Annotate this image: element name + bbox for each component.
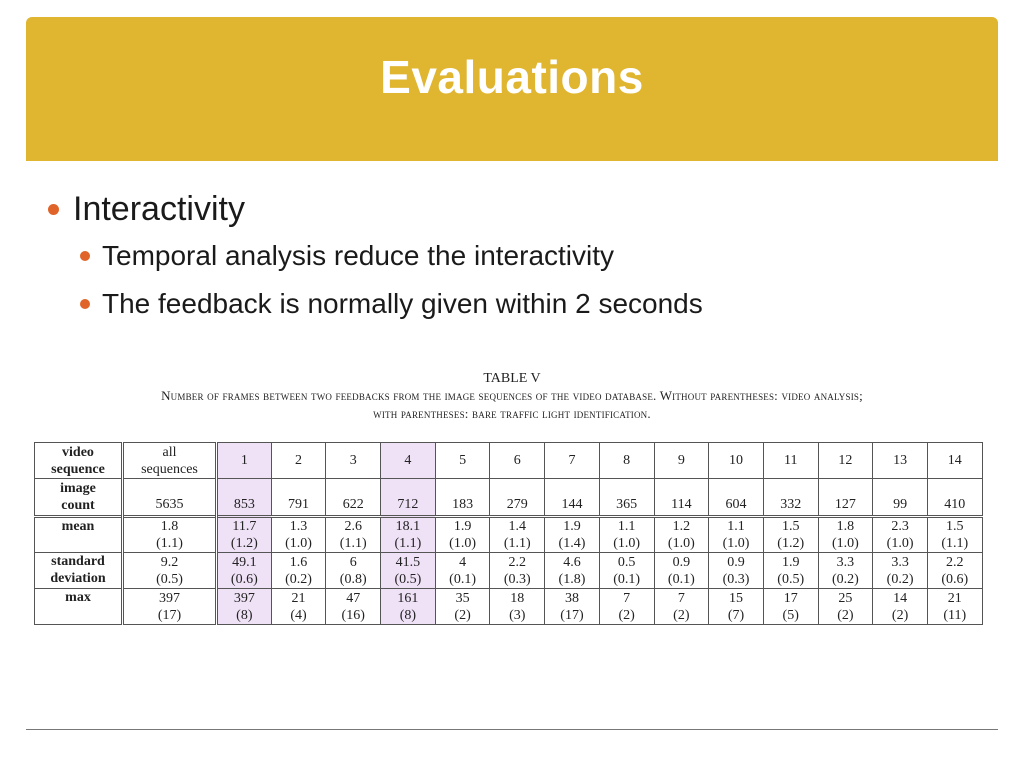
bullet-list [48, 186, 703, 328]
row-header [35, 553, 123, 589]
column-header [545, 443, 600, 479]
cell-text: 4.6 [563, 554, 581, 570]
cell-text: 1 [240, 453, 248, 468]
cell-text: (1.0) [722, 536, 750, 551]
column-header [818, 443, 873, 479]
cell-text: (1.0) [613, 536, 641, 551]
cell-text: deviation [50, 571, 106, 586]
row-header [35, 517, 123, 553]
cell-text: 35 [455, 590, 470, 606]
cell-text: (1.0) [449, 536, 476, 551]
cell-text: 3.3 [891, 554, 909, 570]
table-cell [381, 517, 436, 553]
table-cell [654, 553, 709, 589]
cell-text: 144 [561, 497, 583, 512]
cell-text: 4 [459, 554, 467, 570]
bullet-dot-icon [48, 204, 59, 215]
cell-text: 0.9 [727, 554, 745, 570]
cell-text: (3) [509, 607, 526, 623]
cell-text: 6 [349, 554, 357, 570]
cell-text: (2) [891, 607, 909, 623]
cell-text: 41.5 [395, 554, 421, 570]
cell-text: (1.0) [285, 536, 312, 551]
cell-text: (0.5) [394, 571, 422, 587]
cell-text: 5635 [155, 497, 184, 512]
cell-text: (0.6) [941, 571, 969, 587]
sub-bullet-text: Temporal analysis reduce the interactivity [102, 240, 615, 271]
table-cell [873, 479, 928, 517]
table-cell [271, 589, 326, 625]
table-cell [873, 589, 928, 625]
cell-text: (0.5) [156, 571, 183, 587]
cell-text: (1.4) [558, 536, 586, 551]
table-cell [217, 589, 272, 625]
column-header [873, 443, 928, 479]
table-cell [654, 479, 709, 517]
cell-text: 853 [233, 497, 255, 512]
table-cell [709, 553, 764, 589]
cell-text: (0.6) [230, 571, 258, 587]
cell-text: 7 [568, 453, 576, 468]
cell-text: 604 [725, 497, 747, 512]
cell-text: (4) [290, 607, 307, 623]
cell-text: (17) [560, 607, 584, 623]
cell-text: 14 [947, 453, 962, 468]
cell-text: 622 [342, 497, 364, 512]
cell-text: (1.2) [777, 536, 805, 551]
cell-text: 3 [349, 453, 357, 468]
cell-text: image [60, 481, 96, 496]
cell-text: (0.2) [831, 571, 859, 587]
cell-text: 1.8 [160, 519, 179, 534]
cell-text: (0.1) [667, 571, 695, 587]
cell-text: (0.5) [777, 571, 805, 587]
cell-text: 1.2 [672, 519, 691, 534]
row-header [35, 479, 123, 517]
cell-text: 1.3 [289, 519, 308, 534]
stats-row [35, 589, 983, 625]
table-cell [435, 553, 490, 589]
cell-text: 6 [513, 453, 521, 468]
cell-text: 410 [944, 497, 966, 512]
cell-text: 0.5 [617, 554, 636, 570]
cell-text: 183 [452, 497, 474, 512]
column-header [709, 443, 764, 479]
cell-text: 2 [295, 453, 303, 468]
table-cell [545, 589, 600, 625]
column-header [217, 443, 272, 479]
cell-text: 4 [404, 453, 412, 468]
bullet-dot-icon [80, 299, 90, 309]
cell-text: 5 [459, 453, 467, 468]
table-cell [326, 589, 381, 625]
sub-bullet-text: The feedback is normally given within 2 seconds [102, 288, 703, 319]
cell-text: 13 [893, 453, 908, 468]
cell-text: sequences [141, 461, 198, 477]
cell-text: 1.1 [617, 519, 636, 534]
table-cell [381, 553, 436, 589]
table-cell [654, 517, 709, 553]
table-cell [435, 479, 490, 517]
table-cell [490, 517, 545, 553]
cell-text: 8 [623, 453, 631, 468]
column-header [490, 443, 545, 479]
column-header [654, 443, 709, 479]
cell-text: (1.8) [558, 571, 586, 587]
cell-text: (0.3) [722, 571, 750, 587]
table-cell [271, 553, 326, 589]
cell-text: 1.5 [781, 519, 800, 534]
table-cell [123, 479, 217, 517]
cell-text: 21 [947, 590, 962, 606]
table-cell [818, 479, 873, 517]
table-cell [490, 553, 545, 589]
table-cell [271, 517, 326, 553]
cell-text: (5) [782, 607, 799, 623]
cell-text: 99 [893, 497, 908, 512]
column-header [435, 443, 490, 479]
table-cell [654, 589, 709, 625]
table-cell [818, 517, 873, 553]
column-header [123, 443, 217, 479]
cell-text: (0.1) [613, 571, 641, 587]
frames-table [34, 442, 983, 625]
sub-bullet-item [80, 280, 703, 328]
cell-text: 15 [729, 590, 744, 606]
cell-text: max [65, 590, 91, 605]
row-header [35, 443, 123, 479]
cell-text: (2) [673, 607, 690, 623]
cell-text: (1.1) [394, 536, 422, 551]
table-cell [545, 517, 600, 553]
cell-text: 18 [510, 590, 525, 606]
cell-text: 14 [893, 590, 908, 606]
column-header [326, 443, 381, 479]
table-cell [818, 553, 873, 589]
table-label: TABLE V [483, 371, 541, 386]
cell-text: 18.1 [395, 519, 421, 534]
cell-text: 712 [397, 497, 419, 512]
table-cell [763, 553, 818, 589]
cell-text: (1.2) [230, 536, 258, 551]
cell-text: 2.6 [344, 519, 362, 534]
cell-text: standard [51, 554, 105, 569]
column-header [763, 443, 818, 479]
cell-text: (0.2) [285, 571, 312, 587]
cell-text: 114 [671, 497, 692, 512]
table-cell [599, 553, 654, 589]
cell-text: 10 [729, 453, 744, 468]
cell-text: 25 [838, 590, 853, 606]
cell-text: 1.5 [946, 519, 964, 534]
stats-row [35, 517, 983, 553]
cell-text: count [61, 498, 95, 513]
table-cell [326, 553, 381, 589]
cell-text: 365 [616, 497, 638, 512]
table-cell [217, 517, 272, 553]
table-cell [123, 589, 217, 625]
cell-text: 7 [677, 590, 685, 606]
cell-text: 2.2 [946, 554, 964, 570]
cell-text: 2.3 [891, 519, 909, 534]
table-caption-line2: with parentheses: bare traffic light identification. [373, 406, 651, 421]
table-cell [763, 589, 818, 625]
cell-text: 9 [677, 453, 685, 468]
table-cell [123, 553, 217, 589]
cell-text: (2) [837, 607, 854, 623]
table-cell [763, 479, 818, 517]
cell-text: all [162, 444, 177, 460]
cell-text: 1.4 [508, 519, 527, 534]
cell-text: (7) [727, 607, 745, 623]
cell-text: 1.1 [727, 519, 745, 534]
cell-text: (2) [618, 607, 635, 623]
table-cell [545, 553, 600, 589]
cell-text: 7 [623, 590, 631, 606]
cell-text: (1.1) [156, 536, 183, 551]
cell-text: 397 [159, 590, 180, 606]
cell-text: (1.1) [503, 536, 531, 551]
table-cell [381, 589, 436, 625]
table-cell [381, 479, 436, 517]
table-cell [490, 479, 545, 517]
cell-text: 397 [233, 590, 255, 606]
cell-text: (1.1) [941, 536, 969, 551]
table-cell [326, 479, 381, 517]
cell-text: (1.1) [339, 536, 367, 551]
slide-title: Evaluations [380, 51, 644, 103]
cell-text: 1.8 [836, 519, 855, 534]
cell-text: 1.9 [563, 519, 581, 534]
table-cell [873, 553, 928, 589]
header-row [35, 443, 983, 479]
table-cell [435, 517, 490, 553]
cell-text: 3.3 [836, 554, 855, 570]
cell-text: (1.0) [667, 536, 695, 551]
cell-text: 11.7 [232, 519, 257, 534]
cell-text: 38 [564, 590, 579, 606]
cell-text: (8) [399, 607, 417, 623]
cell-text: (17) [157, 607, 182, 623]
column-header [271, 443, 326, 479]
table-cell [927, 479, 982, 517]
bullet-item [48, 186, 703, 232]
cell-text: (16) [341, 607, 365, 623]
column-header [927, 443, 982, 479]
cell-text: 21 [291, 590, 306, 606]
row-header [35, 589, 123, 625]
cell-text: 279 [506, 497, 528, 512]
cell-text: 0.9 [672, 554, 691, 570]
table-cell [545, 479, 600, 517]
cell-text: (2) [454, 607, 471, 623]
table-cell [599, 517, 654, 553]
stats-row [35, 553, 983, 589]
cell-text: 1.6 [289, 554, 308, 570]
cell-text: 9.2 [160, 554, 179, 570]
column-header [381, 443, 436, 479]
cell-text: 17 [783, 590, 798, 606]
cell-text: 47 [346, 590, 361, 606]
cell-text: video [62, 444, 94, 460]
cell-text: (8) [236, 607, 253, 623]
sub-bullet-item [80, 232, 703, 280]
table-cell [217, 553, 272, 589]
cell-text: (11) [943, 607, 967, 623]
table-cell [873, 517, 928, 553]
cell-text: (0.8) [339, 571, 367, 587]
table-cell [217, 479, 272, 517]
image-count-row [35, 479, 983, 517]
table-cell [709, 589, 764, 625]
footer-divider [26, 729, 998, 730]
cell-text: 161 [397, 590, 419, 606]
cell-text: 1.9 [453, 519, 472, 534]
cell-text: mean [61, 519, 95, 534]
cell-text: (1.0) [831, 536, 859, 551]
cell-text: 791 [288, 497, 310, 512]
table-cell [599, 589, 654, 625]
table-cell [763, 517, 818, 553]
cell-text: 127 [834, 497, 856, 512]
cell-text: (0.2) [886, 571, 914, 587]
table-cell [927, 553, 982, 589]
table-cell [709, 517, 764, 553]
cell-text: (0.3) [503, 571, 531, 587]
table-cell [490, 589, 545, 625]
cell-text: 2.2 [508, 554, 527, 570]
table-caption-line1: Number of frames between two feedbacks from the image sequences of the video database. Without parentheses: video analysis; [161, 388, 863, 403]
cell-text: 49.1 [232, 554, 257, 570]
cell-text: 1.9 [781, 554, 800, 570]
column-header [599, 443, 654, 479]
table-cell [927, 517, 982, 553]
cell-text: 332 [780, 497, 802, 512]
title-bar [26, 17, 998, 161]
cell-text: (1.0) [886, 536, 914, 551]
cell-text: 11 [783, 453, 798, 468]
bullet-text: Interactivity [73, 189, 245, 228]
table-cell [927, 589, 982, 625]
table-cell [123, 517, 217, 553]
table-cell [435, 589, 490, 625]
cell-text: (0.1) [449, 571, 476, 587]
cell-text: 12 [838, 453, 853, 468]
cell-text: sequence [51, 461, 105, 477]
table-cell [709, 479, 764, 517]
table-cell [271, 479, 326, 517]
table-cell [818, 589, 873, 625]
bullet-dot-icon [80, 251, 90, 261]
table-cell [326, 517, 381, 553]
table-cell [599, 479, 654, 517]
